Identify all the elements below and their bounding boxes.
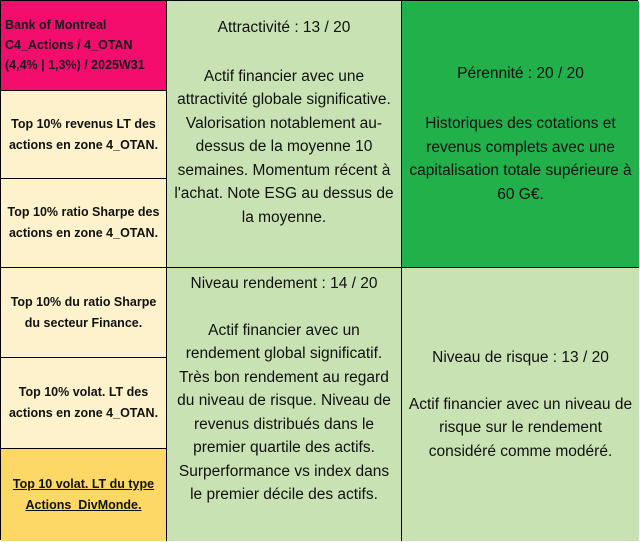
perennite-body: Historiques des cotations et revenus complets avec une capitalisation totale supérieure à 60 G€. bbox=[409, 115, 632, 203]
tag-volat-type-label: Top 10 volat. LT du type Actions_DivMonde. bbox=[12, 477, 155, 512]
asset-stats-week: (4,4% | 1,3%) / 2025W31 bbox=[5, 58, 145, 72]
asset-class-zone: C4_Actions / 4_OTAN bbox=[5, 38, 133, 52]
tag-sharpe-secteur bbox=[1, 268, 167, 358]
tag-sharpe-zone-label: Top 10% ratio Sharpe des actions en zone 4_OTAN. bbox=[7, 205, 160, 240]
tag-revenus-lt bbox=[1, 91, 167, 179]
attractivite-body: Actif financier avec une attractivité globale significative. Valorisation notablement au-dessus de la moyenne 10 semaines. Momentum récent à l'achat. Note ESG au dessus de la moyenne. bbox=[174, 67, 394, 226]
attractivite-panel bbox=[167, 1, 402, 268]
perennite-panel bbox=[402, 1, 639, 268]
attractivite-title: Attractivité : 13 / 20 bbox=[217, 19, 351, 36]
risque-panel bbox=[402, 268, 639, 541]
tag-volat-zone bbox=[1, 358, 167, 449]
asset-header bbox=[1, 1, 167, 91]
risque-title: Niveau de risque : 13 / 20 bbox=[432, 349, 609, 366]
tag-volat-type bbox=[1, 449, 167, 541]
tag-sharpe-zone bbox=[1, 179, 167, 268]
tag-volat-zone-label: Top 10% volat. LT des actions en zone 4_OTAN. bbox=[8, 385, 159, 420]
perennite-title: Pérennité : 20 / 20 bbox=[457, 64, 584, 82]
risque-body: Actif financier avec un niveau de risque sur le rendement considéré comme modéré. bbox=[408, 395, 633, 460]
tag-sharpe-secteur-label: Top 10% du ratio Sharpe du secteur Finance. bbox=[10, 294, 157, 330]
tag-revenus-lt-label: Top 10% revenus LT des actions en zone 4_OTAN. bbox=[8, 116, 159, 152]
rendement-body: Actif financier avec un rendement global significatif. Très bon rendement au regard du niveau de risque. Niveau de revenus distribués dans le premier quartile des actifs. Surperformance vs index dans le premier décile des actifs. bbox=[177, 321, 391, 503]
asset-name: Bank of Montreal bbox=[5, 18, 107, 32]
rendement-title: Niveau rendement : 14 / 20 bbox=[190, 275, 378, 292]
rendement-panel bbox=[167, 268, 402, 541]
